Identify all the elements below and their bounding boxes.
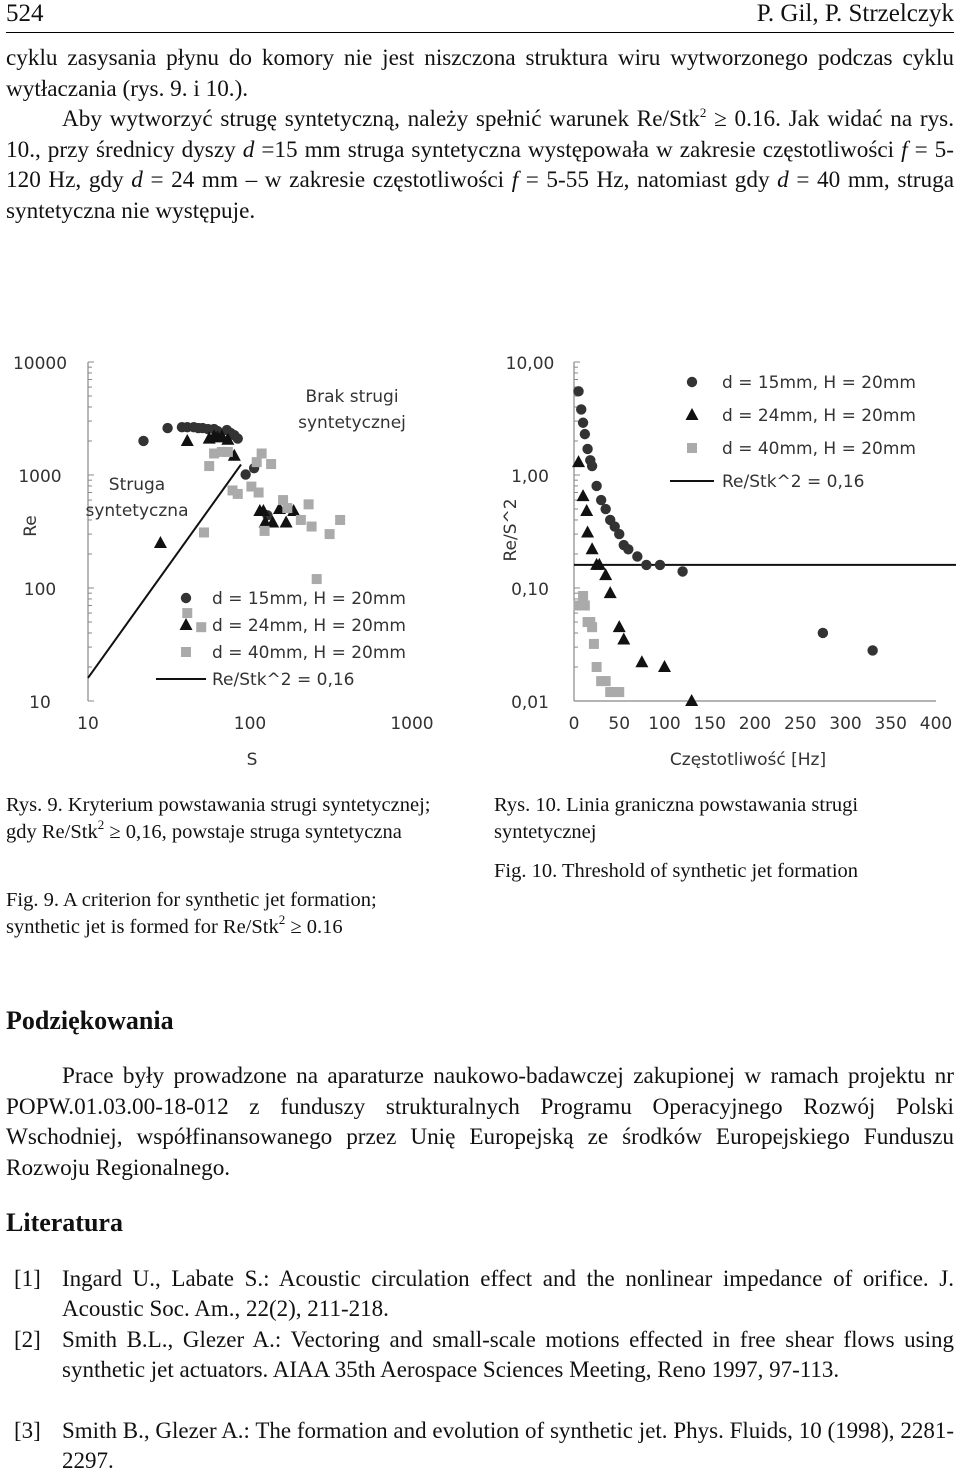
y-axis-label: Re/S^2 xyxy=(501,498,521,562)
y-tick-label: 1,00 xyxy=(511,467,549,487)
data-point xyxy=(260,526,270,536)
data-point xyxy=(335,515,345,525)
data-point xyxy=(307,522,317,532)
data-point xyxy=(677,566,687,576)
page-header xyxy=(6,0,954,33)
x-tick-label: 300 xyxy=(829,714,862,734)
reference-text: Smith B.L., Glezer A.: Vectoring and small-scale motions effected in free shear flows using synthetic jet actuators. AIAA 35th Aerospace Sciences Meeting, Reno 1997, 97-113. xyxy=(62,1327,954,1382)
data-point xyxy=(591,481,601,491)
reference-number: [1] xyxy=(14,1266,41,1291)
annotation-text: Struga xyxy=(108,475,166,495)
reference-text: Smith B., Glezer A.: The formation and evolution of synthetic jet. Phys. Fluids, 10 (1998), 2281-2297. xyxy=(62,1418,954,1473)
data-point xyxy=(580,429,590,439)
data-point xyxy=(632,551,642,561)
data-point xyxy=(614,529,624,539)
intro-paragraph-2: Aby wytworzyć strugę syntetyczną, należy spełnić warunek Re/Stk$^2$ ≥ 0.16. Jak widać na rys. 10., przy średnicy dyszy d =15 mm struga syntetyczna występowała w zakresie częstotliwości f = 5-120 Hz, gdy d = 24 mm – w zakresie częstotliwości f = 5-55 Hz, natomiast gdy d = 40 mm, struga syntetyczna nie występuje. xyxy=(6,105,955,224)
data-point xyxy=(578,418,588,428)
data-point xyxy=(581,525,594,537)
legend-marker xyxy=(181,593,191,603)
data-point xyxy=(614,687,624,697)
data-point xyxy=(154,536,167,548)
data-point xyxy=(266,459,276,469)
data-point xyxy=(601,676,611,686)
data-point xyxy=(578,591,588,601)
data-point xyxy=(592,662,602,672)
data-point xyxy=(252,457,262,467)
reference-item xyxy=(6,1325,954,1385)
legend-marker xyxy=(181,647,191,657)
data-point xyxy=(587,461,597,471)
page-number: 524 xyxy=(6,0,44,27)
data-point xyxy=(246,482,256,492)
annotation-text: Brak strugi xyxy=(305,387,399,407)
annotation-text: syntetycznej xyxy=(298,413,406,433)
x-tick-label: 250 xyxy=(784,714,817,734)
data-point xyxy=(204,461,214,471)
data-point xyxy=(257,448,267,458)
data-point xyxy=(196,622,206,632)
reference-number: [2] xyxy=(14,1327,41,1352)
legend-label: Re/Stk^2 = 0,16 xyxy=(212,670,355,690)
figure-9-caption-pl: Rys. 9. Kryterium powstawania strugi syntetycznej; gdy Re/Stk$^2$ ≥ 0,16, powstaje struga syntetyczna xyxy=(6,794,431,843)
y-tick-label: 0,01 xyxy=(511,693,549,713)
y-tick-label: 0,10 xyxy=(511,580,549,600)
legend-label: Re/Stk^2 = 0,16 xyxy=(722,472,865,492)
x-tick-label: 50 xyxy=(608,714,631,734)
data-point xyxy=(641,560,651,570)
data-point xyxy=(138,436,148,446)
data-point xyxy=(635,655,648,667)
data-point xyxy=(233,433,243,443)
legend-label: d = 40mm, H = 20mm xyxy=(722,439,916,459)
data-point xyxy=(604,586,617,598)
figure-9-caption-en: Fig. 9. A criterion for synthetic jet formation; synthetic jet is formed for Re/Stk$^2$ ≥ 0.16 xyxy=(6,889,377,938)
figure-9-chart xyxy=(0,340,480,780)
legend-label: d = 24mm, H = 20mm xyxy=(722,406,916,426)
y-tick-label: 10 xyxy=(29,693,51,713)
x-axis-label: S xyxy=(246,750,258,770)
x-axis-label: Częstotliwość [Hz] xyxy=(669,750,827,770)
legend-marker xyxy=(180,618,193,630)
reference-text: Ingard U., Labate S.: Acoustic circulation effect and the nonlinear impedance of orifice. J. Acoustic Soc. Am., 22(2), 211-218. xyxy=(62,1266,954,1321)
y-tick-label: 10000 xyxy=(12,354,68,374)
data-point xyxy=(655,560,665,570)
data-point xyxy=(577,489,590,501)
x-tick-label: 400 xyxy=(919,714,953,734)
data-point xyxy=(182,608,192,618)
acknowledgements-heading: Podziękowania xyxy=(6,1006,174,1035)
data-point xyxy=(325,529,335,539)
figure-10-chart xyxy=(480,340,960,780)
data-point xyxy=(181,434,194,446)
legend-label: d = 15mm, H = 20mm xyxy=(722,373,916,393)
data-point xyxy=(582,444,592,454)
reference-item xyxy=(6,1264,954,1324)
x-tick-label: 0 xyxy=(568,714,580,734)
x-tick-label: 100 xyxy=(648,714,681,734)
data-point xyxy=(685,694,698,706)
data-point xyxy=(304,499,314,509)
y-tick-label: 1000 xyxy=(18,467,62,487)
intro-paragraph-1: cyklu zasysania płynu do komory nie jest niszczona struktura wiru wytworzonego podczas cyklu wytłaczania (rys. 9. i 10.). xyxy=(6,45,954,102)
data-point xyxy=(223,447,233,457)
data-point xyxy=(596,495,606,505)
acknowledgements-text: Prace były prowadzone na aparaturze naukowo-badawczej zakupionej w ramach projektu nr POPW.01.03.00-18-012 z funduszy strukturalnych Programu Operacyjnego Rozwój Polski Wschodniej, współfinansowanego przez Unię Europejską ze środków Europejskiego Funduszu Rozwoju Regionalnego. xyxy=(6,1063,954,1181)
reference-item xyxy=(6,1416,954,1476)
data-point xyxy=(233,489,243,499)
data-point xyxy=(589,639,599,649)
data-point xyxy=(296,515,306,525)
legend-label: d = 15mm, H = 20mm xyxy=(212,589,406,609)
running-authors: P. Gil, P. Strzelczyk xyxy=(756,0,954,27)
x-tick-label: 350 xyxy=(874,714,907,734)
legend-label: d = 40mm, H = 20mm xyxy=(212,643,406,663)
data-point xyxy=(867,645,877,655)
data-point xyxy=(600,504,610,514)
y-tick-label: 100 xyxy=(23,580,57,600)
x-tick-label: 100 xyxy=(233,714,267,734)
data-point xyxy=(587,622,597,632)
data-point xyxy=(573,386,583,396)
data-point xyxy=(240,469,250,479)
data-point xyxy=(613,620,626,632)
x-tick-label: 200 xyxy=(738,714,772,734)
data-point xyxy=(617,633,630,645)
data-point xyxy=(586,542,599,554)
data-point xyxy=(199,527,209,537)
x-tick-label: 10 xyxy=(77,714,99,734)
x-tick-label: 150 xyxy=(693,714,726,734)
data-point xyxy=(580,601,590,611)
figure-10-caption-en: Fig. 10. Threshold of synthetic jet formation xyxy=(494,860,859,882)
y-axis-label: Re xyxy=(21,515,41,537)
legend-marker xyxy=(686,408,699,420)
figure-10-caption-pl: Rys. 10. Linia graniczna powstawania strugi syntetycznej xyxy=(494,794,859,843)
legend-marker xyxy=(687,443,697,453)
y-tick-label: 10,00 xyxy=(505,354,555,374)
data-point xyxy=(623,544,633,554)
data-point xyxy=(162,423,172,433)
data-point xyxy=(580,504,593,516)
data-point xyxy=(818,628,828,638)
x-tick-label: 1000 xyxy=(390,714,434,734)
legend-marker xyxy=(687,377,697,387)
references-heading: Literatura xyxy=(6,1208,123,1237)
data-point xyxy=(576,404,586,414)
data-point xyxy=(312,574,322,584)
data-point xyxy=(278,495,288,505)
reference-number: [3] xyxy=(14,1418,41,1443)
data-point xyxy=(658,660,671,672)
data-point xyxy=(280,515,293,527)
annotation-text: syntetyczna xyxy=(85,501,189,521)
legend-label: d = 24mm, H = 20mm xyxy=(212,616,406,636)
